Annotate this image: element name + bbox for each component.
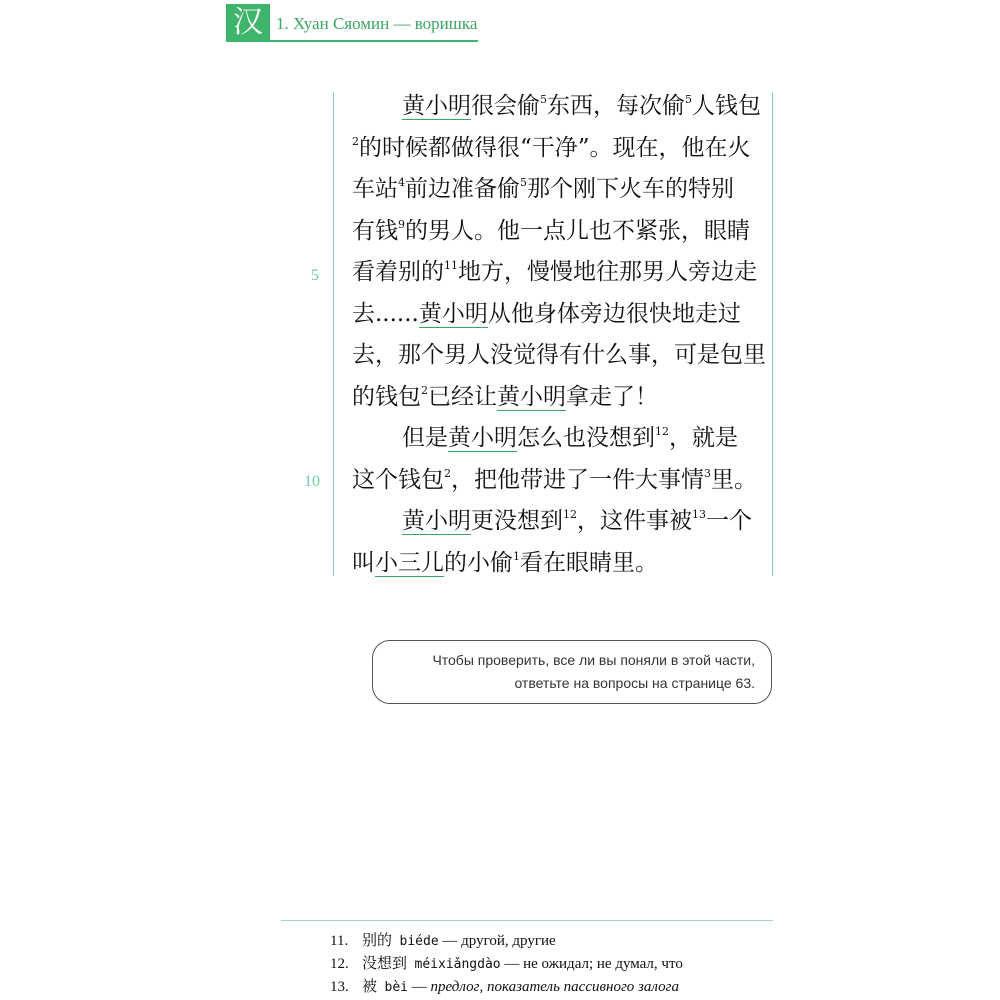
footnote-separator: — — [408, 979, 431, 995]
text-segment: ，这件事被 — [577, 508, 692, 534]
character-name: 小三儿 — [375, 549, 444, 576]
text-segment: 东西，每次偷 — [547, 93, 685, 119]
footnotes — [330, 930, 790, 999]
footnote-ref: 13 — [692, 508, 706, 521]
character-name: 黄小明 — [418, 300, 488, 327]
passage-line — [352, 501, 762, 543]
line-number-10: 10 — [304, 473, 320, 490]
character-name: 黄小明 — [497, 383, 566, 410]
text-segment: 很会偷 — [471, 93, 540, 119]
passage-line — [352, 460, 762, 502]
footnote-word: 别的 — [362, 933, 393, 949]
text-segment: 从他身体旁边很快地走过 — [487, 300, 741, 327]
footnote-pinyin: biéde — [399, 934, 439, 949]
character-name: 黄小明 — [402, 508, 471, 534]
right-margin-line — [772, 92, 773, 576]
footnote-separator: — — [438, 933, 462, 949]
text-segment: ，就是 — [669, 425, 738, 451]
text-segment: 的男人。他一点儿也不紧张，眼睛 — [405, 217, 750, 244]
text-segment: 那个刚下火车的特别 — [527, 176, 734, 202]
footnote-word: 没想到 — [362, 956, 408, 972]
comprehension-note — [372, 640, 772, 704]
footnote-number: 12. — [330, 956, 349, 972]
passage-line — [352, 252, 762, 294]
text-segment: 怎么也没想到 — [517, 425, 655, 451]
footnote-11 — [330, 930, 790, 953]
passage-line — [352, 211, 762, 253]
footnote-ref: 12 — [563, 508, 577, 521]
text-segment: 这个钱包 — [352, 466, 444, 493]
text-segment: 看在眼睛里。 — [520, 549, 658, 576]
character-name: 黄小明 — [448, 425, 517, 451]
footnote-ref: 5 — [540, 93, 547, 106]
footnote-pinyin: bèi — [384, 980, 408, 995]
text-segment: 看着别的 — [352, 259, 444, 285]
passage-line — [352, 543, 762, 585]
footnote-number: 11. — [330, 933, 349, 949]
header-rule — [226, 40, 478, 42]
footnote-meaning: другой, другие — [461, 933, 556, 949]
note-line-2: ответьте на вопросы на странице 63. — [514, 675, 755, 691]
footnote-ref: 5 — [520, 176, 527, 189]
text-segment: 叫 — [352, 549, 375, 576]
text-segment: 人钱包 — [692, 93, 761, 119]
text-segment: 去...... — [352, 300, 419, 327]
footnote-ref: 1 — [513, 549, 520, 563]
text-segment: ，把他带进了一件大事情 — [451, 466, 704, 493]
text-segment: 已经让 — [428, 383, 497, 410]
footnote-ref: 2 — [352, 134, 359, 148]
footnote-rule — [281, 920, 773, 921]
text-segment: 但是 — [402, 425, 448, 451]
footnote-ref: 4 — [398, 176, 405, 189]
footnote-ref: 12 — [655, 425, 669, 438]
footnote-ref: 2 — [444, 466, 451, 480]
passage-line — [352, 294, 762, 336]
note-line-1: Чтобы проверить, все ли вы поняли в этой части, — [432, 652, 755, 668]
text-segment: 前边准备偷 — [405, 176, 520, 202]
text-segment: 一个 — [706, 508, 752, 534]
line-number-5: 5 — [311, 267, 319, 284]
chapter-title: 1. Хуан Сяомин — воришка — [276, 14, 478, 33]
footnote-12 — [330, 953, 790, 976]
footnote-separator: — — [500, 956, 524, 972]
footnote-word: 被 — [362, 979, 378, 995]
passage-line — [352, 169, 762, 211]
story-passage — [352, 86, 766, 584]
footnote-ref: 3 — [704, 466, 711, 480]
text-segment: 去，那个男人没觉得有什么事，可是包里 — [352, 342, 766, 368]
text-segment: 车站 — [352, 176, 398, 202]
passage-line — [352, 377, 762, 419]
text-segment: 地方，慢慢地往那男人旁边走 — [458, 259, 757, 285]
passage-line — [352, 335, 766, 377]
footnote-meaning: не ожидал; не думал, что — [523, 956, 683, 972]
text-segment: 里。 — [711, 466, 757, 493]
passage-line — [352, 128, 762, 170]
footnote-meaning: предлог, показатель пассивного залога — [430, 979, 679, 995]
footnote-number: 13. — [330, 979, 349, 995]
passage-line — [352, 418, 762, 460]
footnote-ref: 5 — [685, 93, 692, 106]
character-name: 黄小明 — [402, 93, 471, 119]
footnote-13 — [330, 976, 790, 999]
passage-line — [352, 86, 762, 128]
footnote-ref: 11 — [444, 259, 458, 272]
chapter-logo-icon: 汉 — [226, 4, 270, 42]
text-segment: 的钱包 — [352, 383, 421, 410]
footnote-pinyin: méixiǎngdào — [414, 957, 501, 972]
text-segment: 拿走了！ — [566, 383, 658, 410]
text-segment: 更没想到 — [471, 508, 563, 534]
text-segment: 的时候都做得很“干净”。现在，他在火 — [359, 134, 751, 161]
footnote-ref: 2 — [421, 383, 428, 397]
text-segment: 有钱 — [352, 217, 398, 244]
text-segment: 的小偷 — [444, 549, 513, 576]
left-margin-line — [333, 92, 334, 576]
footnote-ref: 9 — [398, 217, 405, 231]
